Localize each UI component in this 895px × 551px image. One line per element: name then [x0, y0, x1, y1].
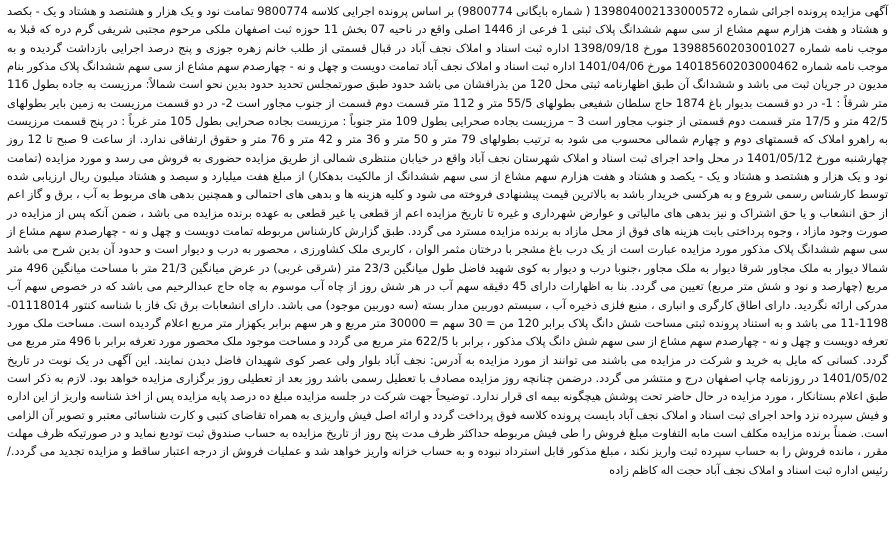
notice-paragraph: آگهی مزایده پرونده اجرائی شماره 139804002133000572 ( شماره بایگانی 9800774) بر اساس پرونده اجرایی کلاسه 9800774 تمامت نود و یک هزار و هشتصد و هشتاد و یک - بکصد و هشتاد و هفت هزارم سهم مشاع از سی سهم ششدانگ پلاک ثبتی 1 فرعی از 1446 اصلی واقع در ناحیه 07 بخش 11 حوزه ثبت اصفهان ملکی مرحوم مجتبی شریفی گرم دره که قبلا به موجب نامه شماره 13988560203001027 مورخ 1398/09/18 اداره ثبت اسناد و املاک نجف آباد در قبال قسمتی از طلب خانم زهره جوزی و پنج درصد اجرایی بازداشت گردیده و به موجب نامه شماره 14018560203000462 مورخ 1401/04/06 اداره ثبت اسناد و املاک نجف آباد تمامت دویست و چهل و نه - چهارصدم سهم مشاع از سی سهم ششدانگ پلاک مذکور بنام مدیون در جریان ثبت می باشد و ششدانگ آن طبق اظهارنامه ثبتی محل 120 من بذرافشان می باشد حدود طبق صورتمجلس تحدید حدود بدین نحو است شمالاً: مرزیست به جاده بطول 116 متر شرقاً : 1- در دو قسمت بدیوار باغ 1874 حاج سلطان شفیعی بطولهای 55/5 متر و 112 متر قسمت دوم قسمت از جنوب مجاور است 2- در دو قسمت مرزیست به زمین بایر بطولهای 42/5 متر و 17/5 متر قسمت دوم قسمتی از جنوب مجاور است 3 – مرزیست بجاده صحرایی بطول 109 متر جنوباً : مرزیست بجاده صحرایی بطول 105 متر غرباً : در پنج قسمت مرزیست به راهرو املاک که قسمتهای دوم و چهارم شمالی محسوب می شود به ترتیب بطولهای 79 متر و 50 متر و 36 متر و 42 متر و 76 متر و حقوق ارتفاقی ندارد. از ساعت 9 صبح تا 12 روز چهارشنبه مورخ 1401/05/12 در محل واحد اجرای ثبت اسناد و املاک شهرستان نجف آباد واقع در خیابان منتظری شمالی از طریق مزایده حضوری به فروش می رسد و مورد مزایده (تمامت نود و یک هزار و هشتصد و هشتاد و یک - یکصد و هشتاد و هفت هزارم سهم مشاع از سی سهم ششدانگ از مالکیت بدهکار) از مبلغ هفت میلیارد و سیصد و هشتاد میلیون ریال ارزیابی شده توسط کارشناس رسمی شروع و به هرکسی خریدار باشد به بالاترین قیمت پیشنهادی فروخته می شود و کلیه هزینه ها و بدهی های احتمالی و همچنین بدهی های مربوط به آب ، برق و گاز اعم از حق انشعاب و یا حق اشتراک و نیز بدهی های مالیاتی و عوارض شهرداری و غیره تا تاریخ مزایده اعم از قطعی یا غیر قطعی به عهده برنده مزایده می باشد ، ضمن آنکه پس از مزایده در صورت وجود مازاد ، وجوه پرداختی بابت هزینه های فوق از محل مازاد به برنده مزایده مسترد می گردد. طبق گزارش کارشناس مربوطه تمامت دویست و چهل و نه - چهارصدم سهم مشاع از سی سهم ششدانگ پلاک مذکور مورد مزایده عبارت است از یک درب باغ مشجر با درختان مثمر الوان ، کاربری ملک کشاورزی ، محصور به درب و دیوار است و حدود آن بدین شرح می باشد شمالا دیوار به ملک مجاور شرقا دیوار به ملک مجاور ،جنوبا درب و دیوار به کوی شهید فاضل طول میانگین 23/3 متر (شرقی غربی) در عرض میانگین 21/3 متر با مساحت میانگین 496 متر مربع (چهارصد و نود و شش متر مربع) تعیین می گردد. بنا به اظهارات دارای 45 دقیقه سهم آب در هر شش روز از چاه آب موسوم به چاه حاج عبدالرحیم می باشد که در خصوص سهم آب مدرکی ارائه نگردید. دارای اطاق کارگری و انباری ، منبع فلزی ذخیره آب ، سیستم دوربین مدار بسته (سه دوربین موجود) می باشد. دارای انشعابات برق تک فاز با شناسه کنتور 01118014-1198-11 می باشد و به استناد پرونده ثبتی مساحت شش دانگ پلاک برابر 120 من = 30 سهم = 30000 متر مربع و هر سهم برابر یکهزار متر مربع اعلام گردیده است. مساحت ملک مورد تعرفه دویست و چهل و نه - چهارصدم سهم مشاع از سی سهم شش دانگ پلاک مذکور ، برابر با 622/5 متر مربع می گردد و مساحت موجود ملک محصور مورد تعرفه برابر با 496 متر مربع می گردد. کسانی که مایل به خرید و شرکت در مزایده می باشند می توانند از مورد مزایده به آدرس: نجف آباد بلوار ولی عصر کوی شهیدان فاضل دیدن نمایند. این آگهی در یک نوبت در تاریخ 1401/05/02 در روزنامه چاپ اصفهان درج و منتشر می گردد. درضمن چنانچه روز مزایده مصادف با تعطیل رسمی باشد روز بعد از تعطیلی روز برگزاری مزایده خواهد بود. لازم به ذکر است طبق اعلام بستانکار ، مورد مزایده در حال حاضر تحت پوشش هیچگونه بیمه ای قرار ندارد. توضیحاً جهت شرکت در جلسه مزایده مبلغ ده درصد پایه مزایده پس از اخذ شناسه واریز از این اداره و فیش سپرده نزد واحد اجرای ثبت اسناد و املاک نجف آباد بایست پرونده کلاسه فوق پرداخت گردد و ارائه اصل فیش واریزی به همراه تقاضای کتبی و کارت شناسائی معتبر و تصویر آن الزامی است. ضمناً برنده مزایده مکلف است مابه التفاوت مبلغ فروش را طی فیش مربوطه حداکثر ظرف مدت پنج روز از تاریخ مزایده به حساب صندوق ثبت تودیع نماید و در صورتیکه ظرف مهلت مقرر ، مانده فروش را به حساب سپرده ثبت واریز نکند ، مبلغ مذکور قابل استرداد نبوده و به حساب خزانه واریز خواهد شد و عملیات فروش از درجه اعتبار ساقط و مزایده تجدید می گردد./ رئیس اداره ثبت اسناد و املاک نجف آباد حجت اله کاظم زاده — [7, 4, 889, 477]
